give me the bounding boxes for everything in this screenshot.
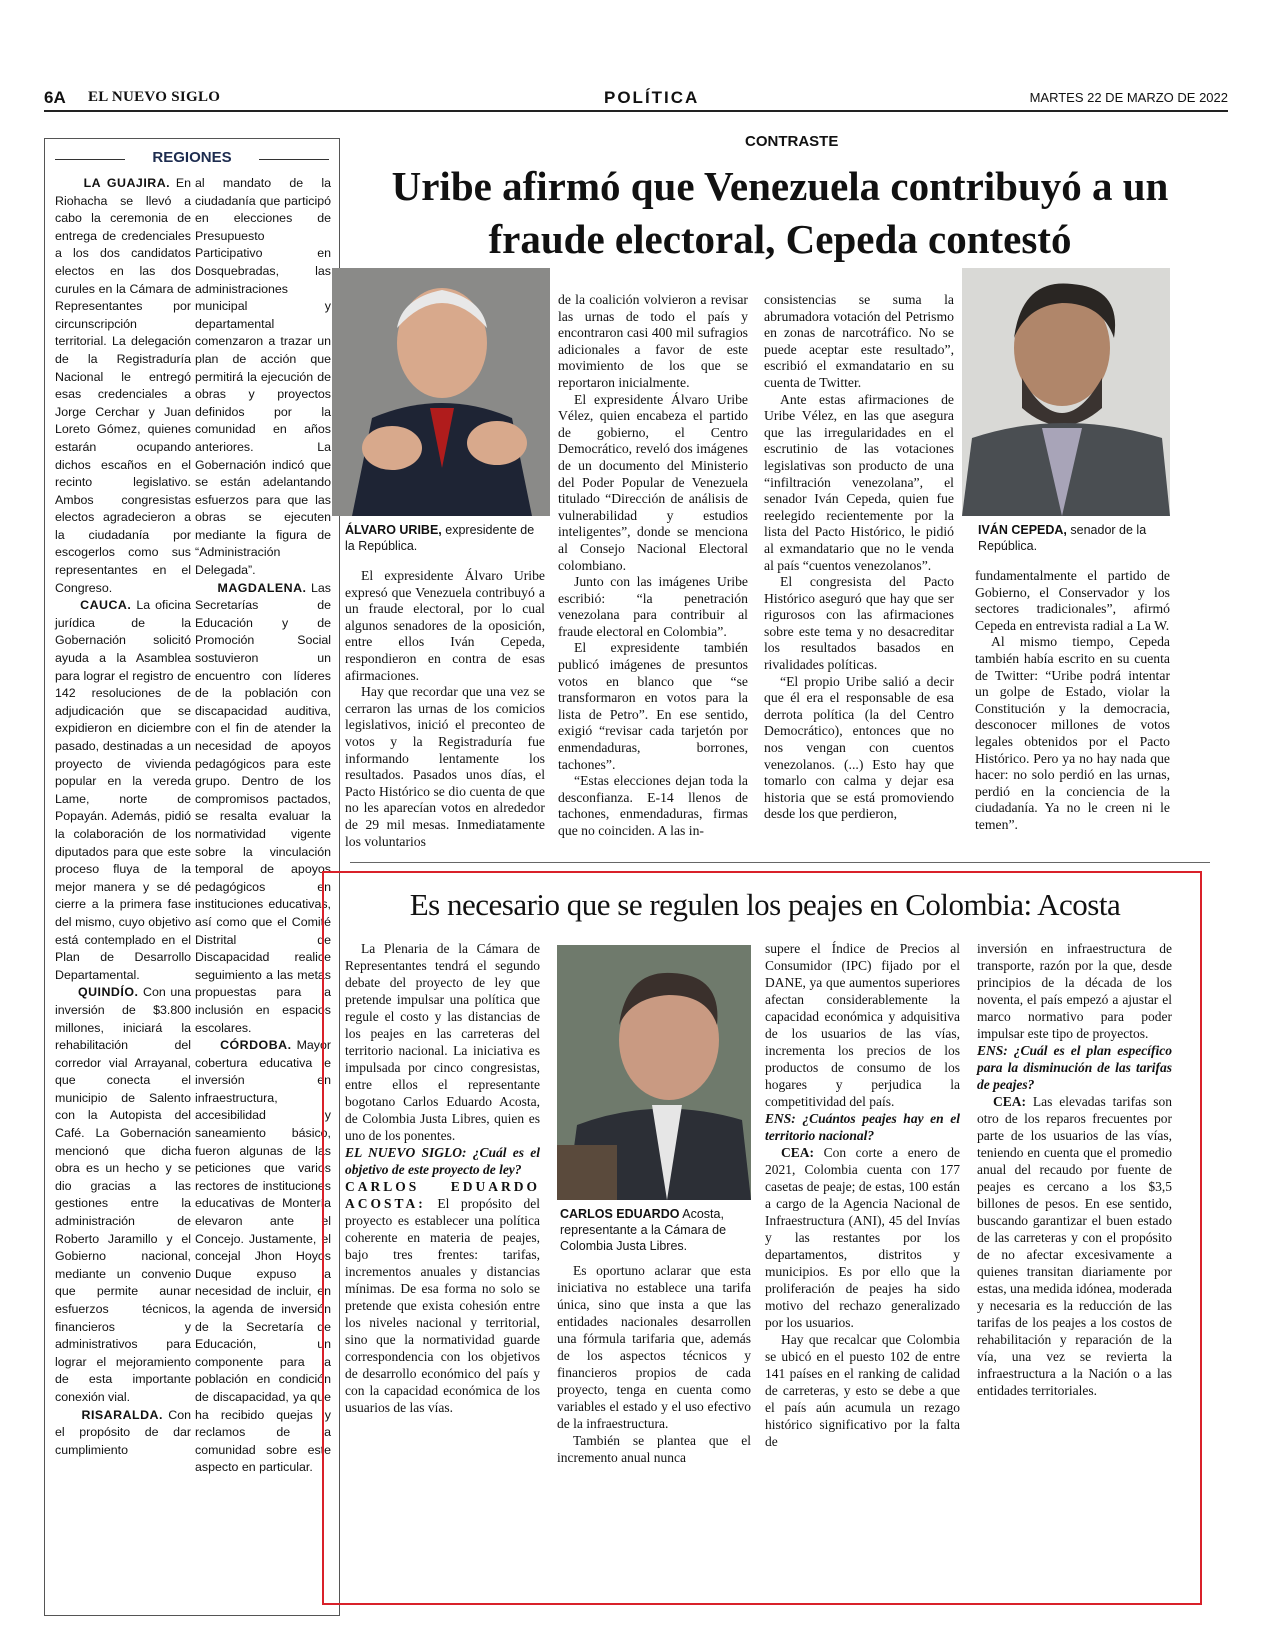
caption-name: CARLOS EDUARDO (560, 1207, 680, 1221)
issue-date: MARTES 22 DE MARZO DE 2022 (1029, 90, 1228, 105)
brief-place: QUINDÍO. (77, 985, 139, 1000)
caption-text: expresidente de la República. (345, 523, 535, 553)
brief-text: Las Secretarías de Educación y de Promoción Social sostuvieron un encuentro con líderes de la población con discapacidad auditiva, con el fin de atender la necesidad de apoyos pedagógicos para este grupo. Dentro de los compromisos pactados, se resalta evaluar la normatividad vigente sobre la vinculación temporal de apoyos pedagógicos en instituciones educativas, así como que el Comité Distrital de Discapacidad realice seguimiento a las metas propuestas para la inclusión en espacios escolares. (195, 580, 331, 1035)
paragraph: Al mismo tiempo, Cepeda también había escrito en su cuenta de Twitter: “Uribe podrá intentar un golpe de Estado, violar la Constitución y la democracia, desconocer millones de votos legales obtenidos por el Pacto Histórico. Pero ya no hay nada que hacer: no solo perdió en las urnas, perdió en la conciencia de la ciudadanía. Ya no le creen ni le temen”. (975, 634, 1170, 832)
brief-text: Con una inversión de $3.800 millones, iniciará la rehabilitación del corredor vial Arrayanal, que conecta el municipio de Salento con la Autopista del Café. La Gobernación mencionó que dicha obra es un hecho y se dio gracias a las gestiones entre la administración de Roberto Jaramillo y el Gobierno nacional, mediante un convenio que permite aunar esfuerzos técnicos, financieros y administrativos para lograr el mejoramiento de esta importante conexión vial. (55, 985, 191, 1404)
paragraph: También se plantea que el incremento anual nunca (557, 1433, 751, 1465)
newspaper-name: EL NUEVO SIGLO (88, 89, 221, 105)
divider (350, 862, 1210, 863)
article-kicker: CONTRASTE (745, 133, 839, 150)
caption-name: IVÁN CEPEDA, (978, 523, 1067, 537)
answer-text: Las elevadas tarifas son otro de los reparos frecuentes por parte de los usuarios de las vías, teniendo en cuenta que el promedio anual del recaudo por fuente de peajes es cercano a los $3,5 billones de pesos. En ese sentido, buscando garantizar el buen estado de las carreteras y con el propósito de no afectar excesivamente a quienes transitan diariamente por estas, una medida idónea, moderada y necesaria es la reducción de las tarifas de los peajes a los costos de rehabilitación y reparación de la vía, una vez se revierta la infraestructura a la Nación o a las entidades territoriales. (977, 1094, 1172, 1398)
brief-text: La oficina jurídica de la Gobernación solicitó ayuda a la Asamblea para lograr el registro de 142 resoluciones de adjudicación que se expidieron en diciembre pasado, destinadas a un proyecto de vivienda popular en la vereda Lame, norte de Popayán. Además, pidió la colaboración de los diputados para que este proceso fluya de la mejor manera y se dé cierre a la primera fase del mismo, cuyo objetivo está contemplado en el Plan de Desarrollo Departamental. (55, 598, 191, 982)
paragraph (765, 1144, 960, 1331)
paragraph: supere el Índice de Precios al Consumidor (IPC) fijado por el DANE, ya que aumentos superiores afectan considerablemente la capacidad económica y adquisitiva de los usuarios de las vías, incrementa los precios de los productos de consumo de los hogares y perjudica la competitividad del país. (765, 941, 960, 1109)
article2-headline: Es necesario que se regulen los peajes en Colombia: Acosta (409, 887, 1121, 922)
paragraph: “El propio Uribe salió a decir que él era el responsable de esa derrota política (la del Centro Democrático), entonces que no nos vengan con cuentos venezolanos. (...) Esto hay que tomarlo con calma y dejar esa historia que se está promoviendo desde los que perdieron, (764, 673, 954, 822)
answer-speaker: CEA: (781, 1145, 814, 1160)
paragraph: consistencias se suma la abrumadora votación del Petrismo en zonas de narcotráfico. No se puede aceptar este resultado”, escribió el exmandatario en su cuenta de Twitter. (764, 292, 954, 390)
sidebar-column-2 (195, 175, 331, 1477)
paragraph: Junto con las imágenes Uribe escribió: “la penetración venezolana para contribuir al fraude electoral en Colombia”. (558, 574, 748, 639)
article1-column-3 (764, 292, 954, 823)
caption-name: ÁLVARO URIBE, (345, 523, 442, 537)
paragraph: inversión en infraestructura de transporte, razón por la que, desde principios de la década de los noventa, el país empezó a ajustar el marco normativo para poder impulsar este tipo de proyectos. (977, 941, 1172, 1041)
section-name: POLÍTICA (604, 88, 700, 107)
news-brief (195, 580, 331, 1037)
brief-place: MAGDALENA. (217, 580, 307, 595)
masthead (44, 88, 1228, 112)
paragraph (977, 1093, 1172, 1399)
paragraph: “Estas elecciones dejan toda la desconfianza. E-14 llenos de tachones, enmendaduras, firmas que no coinciden. A las in- (558, 773, 748, 838)
paragraph: fundamentalmente el partido de Gobierno, el Conservador y los sectores tradicionales”, afirmó Cepeda en entrevista radial a La W. (975, 568, 1170, 633)
news-brief (55, 984, 191, 1406)
article2-column-1 (345, 940, 540, 1416)
sidebar-title: REGIONES (55, 149, 329, 166)
brief-place: CÓRDOBA. (220, 1038, 292, 1053)
paragraph (345, 1178, 540, 1416)
paragraph: El expresidente Álvaro Uribe Vélez, quien encabeza el partido de gobierno, el Centro Democrático, reveló dos imágenes de un documento del Ministerio del Poder Popular de Venezuela titulado “Dirección de análisis de vulnerabilidad y estudios inteligentes”, donde se menciona al Consejo Nacional Electoral colombiano. (558, 391, 748, 573)
news-brief (195, 175, 331, 580)
answer-text: El propósito del proyecto es establecer una política coherente en materia de peajes, bajo tres frentes: tarifas, incrementos anuales y distancias mínimas. De esa forma no solo se pretende que exista cohesión entre los niveles nacional y territorial, sino que la normatividad guarde correspondencia con los objetivos de desarrollo económico del país y con la capacidad económica de los usuarios de las vías. (345, 1196, 540, 1415)
news-brief (55, 597, 191, 984)
page-number: 6A (44, 88, 66, 107)
interview-question: ENS: ¿Cuántos peajes hay en el territorio nacional? (765, 1111, 960, 1143)
interview-question: EL NUEVO SIGLO: ¿Cuál es el objetivo de este proyecto de ley? (345, 1145, 540, 1177)
answer-speaker: CEA: (993, 1094, 1026, 1109)
cepeda-photo (962, 268, 1170, 516)
article2-column-4 (977, 940, 1172, 1399)
article1-column-1 (345, 568, 545, 850)
paragraph: El congresista del Pacto Histórico aseguró que hay que ser rigurosos con las afirmaciones sobre este tema y no desacreditar los resultados basados en rivalidades políticas. (764, 574, 954, 673)
caption-text: Acosta, representante a la Cámara de Colombia Justa Libres. (560, 1207, 727, 1253)
paragraph: Ante estas afirmaciones de Uribe Vélez, en las que asegura que las irregularidades en el escrutinio de las votaciones legislativas son producto de una “infiltración venezolana”, el senador Iván Cepeda, quien fue reelegido recientemente por la lista del Pacto Histórico, le pidió al exmandatario que no le venda al país “cuentos venezolanos”. (764, 391, 954, 573)
paragraph: La Plenaria de la Cámara de Representantes tendrá el segundo debate del proyecto de ley que pretende impulsar una política que regule el costo y las distancias de los peajes en las carreteras del territorio nacional. La iniciativa es impulsada por cinco congresistas, entre ellos el representante bogotano Carlos Eduardo Acosta, de Colombia Justa Libres, quien es uno de los ponentes. (345, 941, 540, 1143)
paragraph: de la coalición volvieron a revisar las urnas de todo el país y encontraron casi 400 mil sufragios adicionales a favor de este movimiento de los que se reportaron inicialmente. (558, 292, 748, 390)
interview-question: ENS: ¿Cuál es el plan específico para la disminución de las tarifas de peajes? (977, 1043, 1172, 1092)
article2-column-3 (765, 940, 960, 1450)
news-brief (195, 1037, 331, 1477)
paragraph: Hay que recordar que una vez se cerraron las urnas de los comicios legislativos, inició el preconteo de votos y la Registraduría fue informando lentamente los resultados. Pasados unos días, el Pacto Histórico se dio cuenta de que no les aparecían votos en alrededor de 29 mil mesas. Inmediatamente los voluntarios (345, 684, 545, 849)
uribe-photo (332, 268, 550, 516)
news-brief (55, 175, 191, 597)
paragraph: Hay que recalcar que Colombia se ubicó en el puesto 102 de entre 141 países en el ranking de calidad de carreteras, y esto se debe a que el país aún acumula un rezago histórico significativo por la falta de (765, 1332, 960, 1449)
article1-column-4 (975, 568, 1170, 834)
acosta-photo (557, 945, 751, 1200)
brief-place: CAUCA. (80, 598, 132, 613)
brief-place: LA GUAJIRA. (83, 176, 171, 190)
brief-text: En Riohacha se llevó a cabo la ceremonia de entrega de credenciales a los dos candidatos electos en las dos curules en la Cámara de Representantes por circunscripción territorial. La delegación de la Registraduría Nacional le entregó esas credenciales a Jorge Cerchar y Juan Loreto Gómez, quienes estarán ocupando dichos escaños en el recinto legislativo. Ambos congresistas electos agradecieron a la ciudadanía por escogerlos como sus representantes en el Congreso. (55, 176, 191, 595)
paragraph: El expresidente Álvaro Uribe expresó que Venezuela contribuyó a un fraude electoral, por lo cual algunos senadores de la oposición, entre ellos Iván Cepeda, respondieron en contra de esas afirmaciones. (345, 568, 545, 683)
brief-text: Con el propósito de dar cumplimiento (55, 1407, 191, 1457)
answer-text: Con corte a enero de 2021, Colombia cuenta con 177 casetas de peaje; de estas, 100 están a cargo de la Agencia Nacional de Infraestructura (ANI), 45 del Invías y las restantes por los departamentos, distritos y municipios. Es por ello que la proliferación de peajes ha sido motivo del rechazo generalizado por los usuarios. (765, 1145, 960, 1330)
uribe-caption (345, 522, 545, 554)
paragraph: Es oportuno aclarar que esta iniciativa no establece una tarifa única, sino que insta a que las entidades nacionales desarrollen una fórmula tarifaria que, además de los aspectos técnicos y financieros propios de cada proyecto, tenga en cuenta como variables el estado y el uso efectivo de la infraestructura. (557, 1263, 751, 1431)
sidebar-column-1 (55, 175, 191, 1459)
article-headline: Uribe afirmó que Venezuela contribuyó a un fraude electoral, Cepeda contestó (391, 163, 1169, 262)
cepeda-caption (978, 522, 1178, 554)
regiones-sidebar (44, 138, 340, 1616)
brief-text: al mandato de la ciudadanía que participó en elecciones de Presupuesto Participativo en Dosquebradas, las administraciones municipal y departamental comenzaron a trazar un plan de acción que permitirá la ejecución de obras y proyectos definidos por la comunidad en años anteriores. La Gobernación indicó que se están adelantando esfuerzos para que las obras se ejecuten mediante la figura de “Administración Delegada”. (195, 176, 331, 578)
news-brief (55, 1407, 191, 1460)
caption-text: senador de la República. (978, 523, 1147, 553)
paragraph: El expresidente también publicó imágenes de presuntos votos en blanco que “se transformaron en votos para la lista de Petro”. En ese sentido, exigió “revisar cada tarjetón por enmendaduras, borrones, tachones”. (558, 640, 748, 772)
article1-column-2 (558, 292, 748, 840)
answer-speaker: CARLOS EDUARDO ACOSTA: (345, 1179, 540, 1211)
acosta-caption (560, 1206, 750, 1254)
article2-column-2 (557, 1262, 751, 1466)
brief-text: Mayor cobertura educativa e inversión en infraestructura, accesibilidad y saneamiento básico, fueron algunas de las peticiones que varios rectores de instituciones educativas de Montería elevaron ante el Concejo. Justamente, el concejal Jhon Hoyos Duque expuso la necesidad de incluir, en la agenda de inversión de la Secretaría de Educación, un componente para la población en condición de discapacidad, ya que ha recibido quejas y reclamos de la comunidad sobre este aspecto en particular. (195, 1038, 331, 1475)
brief-place: RISARALDA. (81, 1407, 163, 1422)
